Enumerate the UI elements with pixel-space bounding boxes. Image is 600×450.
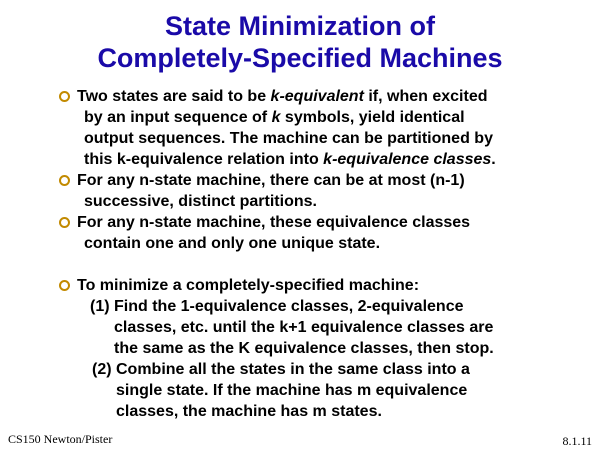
bullet-line: To minimize a completely-specified machine: — [58, 275, 588, 296]
step-line: single state. If the machine has m equivalence — [116, 382, 468, 399]
step-line: the same as the K equivalence classes, then stop. — [114, 340, 494, 357]
hollow-circle-bullet-icon — [59, 280, 70, 291]
bullet-line: by an input sequence of k symbols, yield identical — [84, 109, 465, 126]
footer-slide-number: 8.1.11 — [562, 434, 592, 448]
bullet-line: For any n-state machine, these equivalence classes — [58, 212, 588, 233]
step-line: (2) Combine all the states in the same class into a — [92, 361, 470, 378]
bullet-line: For any n-state machine, there can be at most (n-1) — [58, 170, 588, 191]
step-line: (1) Find the 1-equivalence classes, 2-equivalence — [90, 298, 464, 315]
bullet-line: successive, distinct partitions. — [84, 193, 317, 210]
bullet-line: contain one and only one unique state. — [84, 235, 381, 252]
bullet-item — [58, 86, 588, 170]
bullet-line: Two states are said to be k-equivalent if, when excited — [58, 86, 588, 107]
step-line: classes, the machine has m states. — [116, 403, 382, 420]
slide-title-line-1: State Minimization of — [165, 11, 435, 41]
hollow-circle-bullet-icon — [59, 175, 70, 186]
footer-course: CS150 Newton/Pister — [8, 432, 113, 446]
italic-term: k — [271, 109, 281, 126]
hollow-circle-bullet-icon — [59, 91, 70, 102]
step-item — [92, 359, 592, 422]
slide-title-line-2: Completely-Specified Machines — [97, 43, 503, 73]
step-line: classes, etc. until the k+1 equivalence classes are — [114, 319, 494, 336]
step-item — [90, 296, 590, 359]
bullet-item — [58, 212, 588, 254]
italic-term: k-equivalence classes — [323, 151, 492, 168]
italic-term: k-equivalent — [270, 88, 364, 105]
bullet-item — [58, 275, 588, 296]
bullet-line: output sequences. The machine can be partitioned by — [84, 130, 493, 147]
hollow-circle-bullet-icon — [59, 217, 70, 228]
bullet-item — [58, 170, 588, 212]
bullet-line: this k-equivalence relation into k-equivalence classes. — [84, 151, 496, 168]
